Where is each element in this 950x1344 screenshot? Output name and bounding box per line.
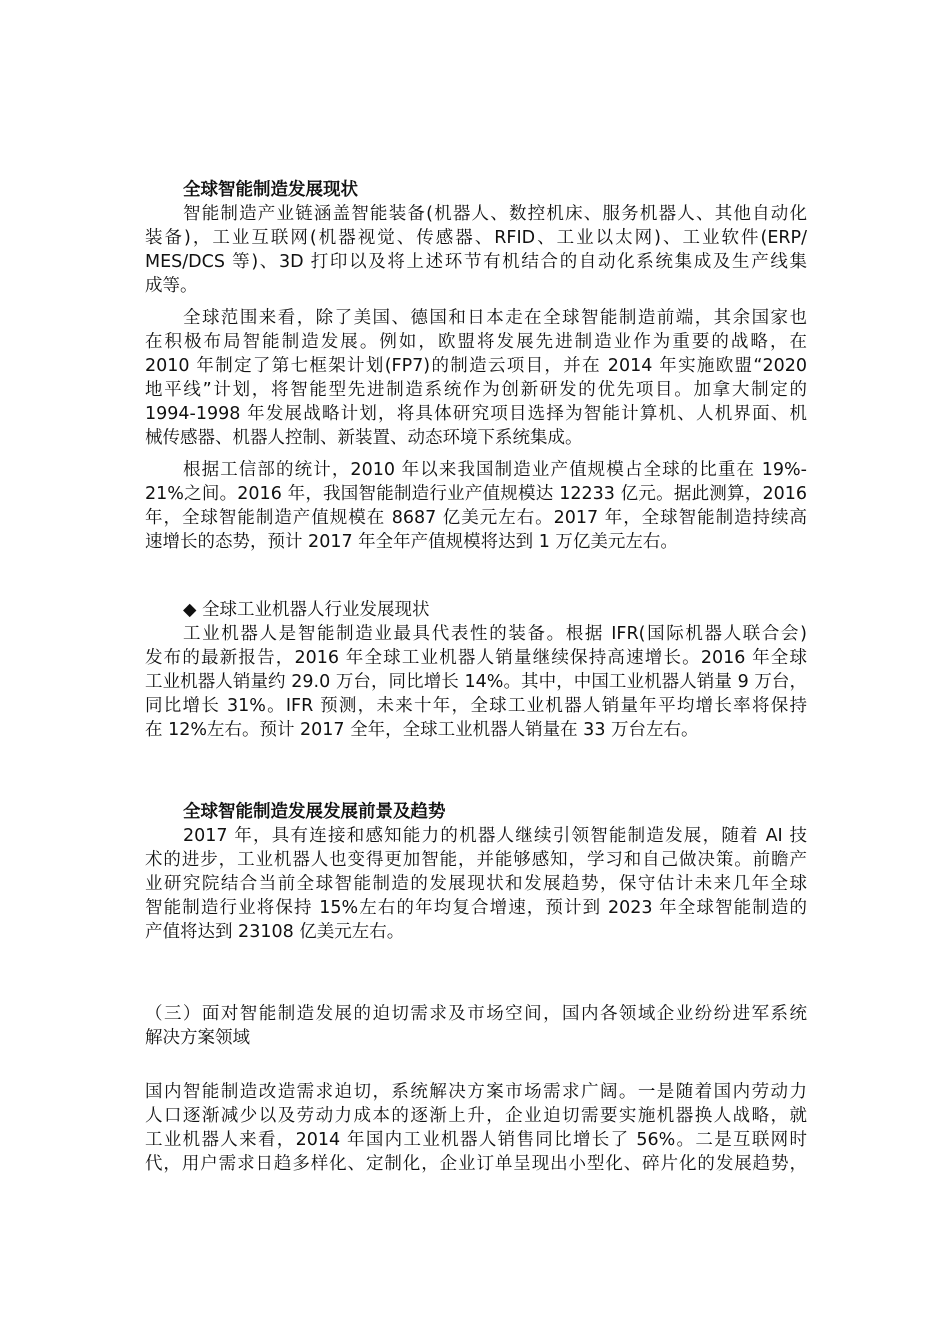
heading-line: （三）面对智能制造发展的迫切需求及市场空间，国内各领域企业纷纷进军系统 <box>145 1004 807 1024</box>
paragraph-line: 成等。 <box>145 276 198 296</box>
paragraph-line: 全球范围来看，除了美国、德国和日本走在全球智能制造前端，其余国家也 <box>183 308 807 328</box>
paragraph-industrial-robots <box>145 622 807 742</box>
section-heading-domestic-enterprises <box>145 1002 807 1050</box>
section-heading-prospects-trends: 全球智能制造发展发展前景及趋势 <box>183 802 446 822</box>
paragraph-line: 智能制造产业链涵盖智能装备(机器人、数控机床、服务机器人、其他自动化 <box>183 204 807 224</box>
paragraph-line: 国内智能制造改造需求迫切，系统解决方案市场需求广阔。一是随着国内劳动力 <box>145 1082 807 1102</box>
paragraph-line: 代，用户需求日趋多样化、定制化，企业订单呈现出小型化、碎片化的发展趋势， <box>145 1154 807 1174</box>
paragraph-line: 地平线”计划，将智能型先进制造系统作为创新研发的优先项目。加拿大制定的 <box>145 380 807 400</box>
paragraph-line: 业研究院结合当前全球智能制造的发展现状和发展趋势，保守估计未来几年全球 <box>145 874 807 894</box>
paragraph-line: 工业机器人销量约 29.0 万台，同比增长 14%。其中，中国工业机器人销量 9 万台， <box>145 672 807 692</box>
paragraph-line: 产值将达到 23108 亿美元左右。 <box>145 922 405 942</box>
paragraph-line: 速增长的态势，预计 2017 年全年产值规模将达到 1 万亿美元左右。 <box>145 532 678 552</box>
section-heading-global-status: 全球智能制造发展现状 <box>183 180 358 200</box>
paragraph-line: 械传感器、机器人控制、新装置、动态环境下系统集成。 <box>145 428 583 448</box>
paragraph-line: 人口逐渐减少以及劳动力成本的逐渐上升，企业迫切需要实施机器换人战略，就 <box>145 1106 807 1126</box>
paragraph-line: 装备)，工业互联网(机器视觉、传感器、RFID、工业以太网)、工业软件(ERP/ <box>145 228 807 248</box>
paragraph-line: 年，全球智能制造产值规模在 8687 亿美元左右。2017 年，全球智能制造持续高 <box>145 508 807 528</box>
document-page <box>145 178 807 1176</box>
paragraph-line: 同比增长 31%。IFR 预测，未来十年，全球工业机器人销量年平均增长率将保持 <box>145 696 807 716</box>
paragraph-line: 在 12%左右。预计 2017 全年，全球工业机器人销量在 33 万台左右。 <box>145 720 699 740</box>
paragraph-prospects <box>145 824 807 944</box>
paragraph-line: 发布的最新报告，2016 年全球工业机器人销量继续保持高速增长。2016 年全球 <box>145 648 807 668</box>
paragraph-line: 2017 年，具有连接和感知能力的机器人继续引领智能制造发展，随着 AI 技 <box>183 826 807 846</box>
paragraph-line: 21%之间。2016 年，我国智能制造行业产值规模达 12233 亿元。据此测算，2016 <box>145 484 807 504</box>
paragraph-line: 工业机器人是智能制造业最具代表性的装备。根据 IFR(国际机器人联合会) <box>183 624 807 644</box>
paragraph-line: 术的进步，工业机器人也变得更加智能，并能够感知，学习和自己做决策。前瞻产 <box>145 850 807 870</box>
paragraph-line: MES/DCS 等)、3D 打印以及将上述环节有机结合的自动化系统集成及生产线集 <box>145 252 807 272</box>
paragraph-output-statistics <box>145 458 807 554</box>
paragraph-line: 智能制造行业将保持 15%左右的年均复合增速，预计到 2023 年全球智能制造的 <box>145 898 807 918</box>
heading-line: 解决方案领域 <box>145 1028 250 1048</box>
paragraph-industry-chain <box>145 202 807 298</box>
paragraph-line: 工业机器人来看，2014 年国内工业机器人销售同比增长了 56%。二是互联网时 <box>145 1130 807 1150</box>
paragraph-line: 根据工信部的统计，2010 年以来我国制造业产值规模占全球的比重在 19%- <box>183 460 807 480</box>
paragraph-domestic-demand <box>145 1080 807 1176</box>
paragraph-line: 在积极布局智能制造发展。例如，欧盟将发展先进制造业作为重要的战略，在 <box>145 332 807 352</box>
section-heading-industrial-robots: ◆ 全球工业机器人行业发展现状 <box>183 600 430 620</box>
paragraph-line: 1994-1998 年发展战略计划，将具体研究项目选择为智能计算机、人机界面、机 <box>145 404 807 424</box>
paragraph-line: 2010 年制定了第七框架计划(FP7)的制造云项目，并在 2014 年实施欧盟“2020 <box>145 356 807 376</box>
paragraph-global-scope <box>145 306 807 450</box>
